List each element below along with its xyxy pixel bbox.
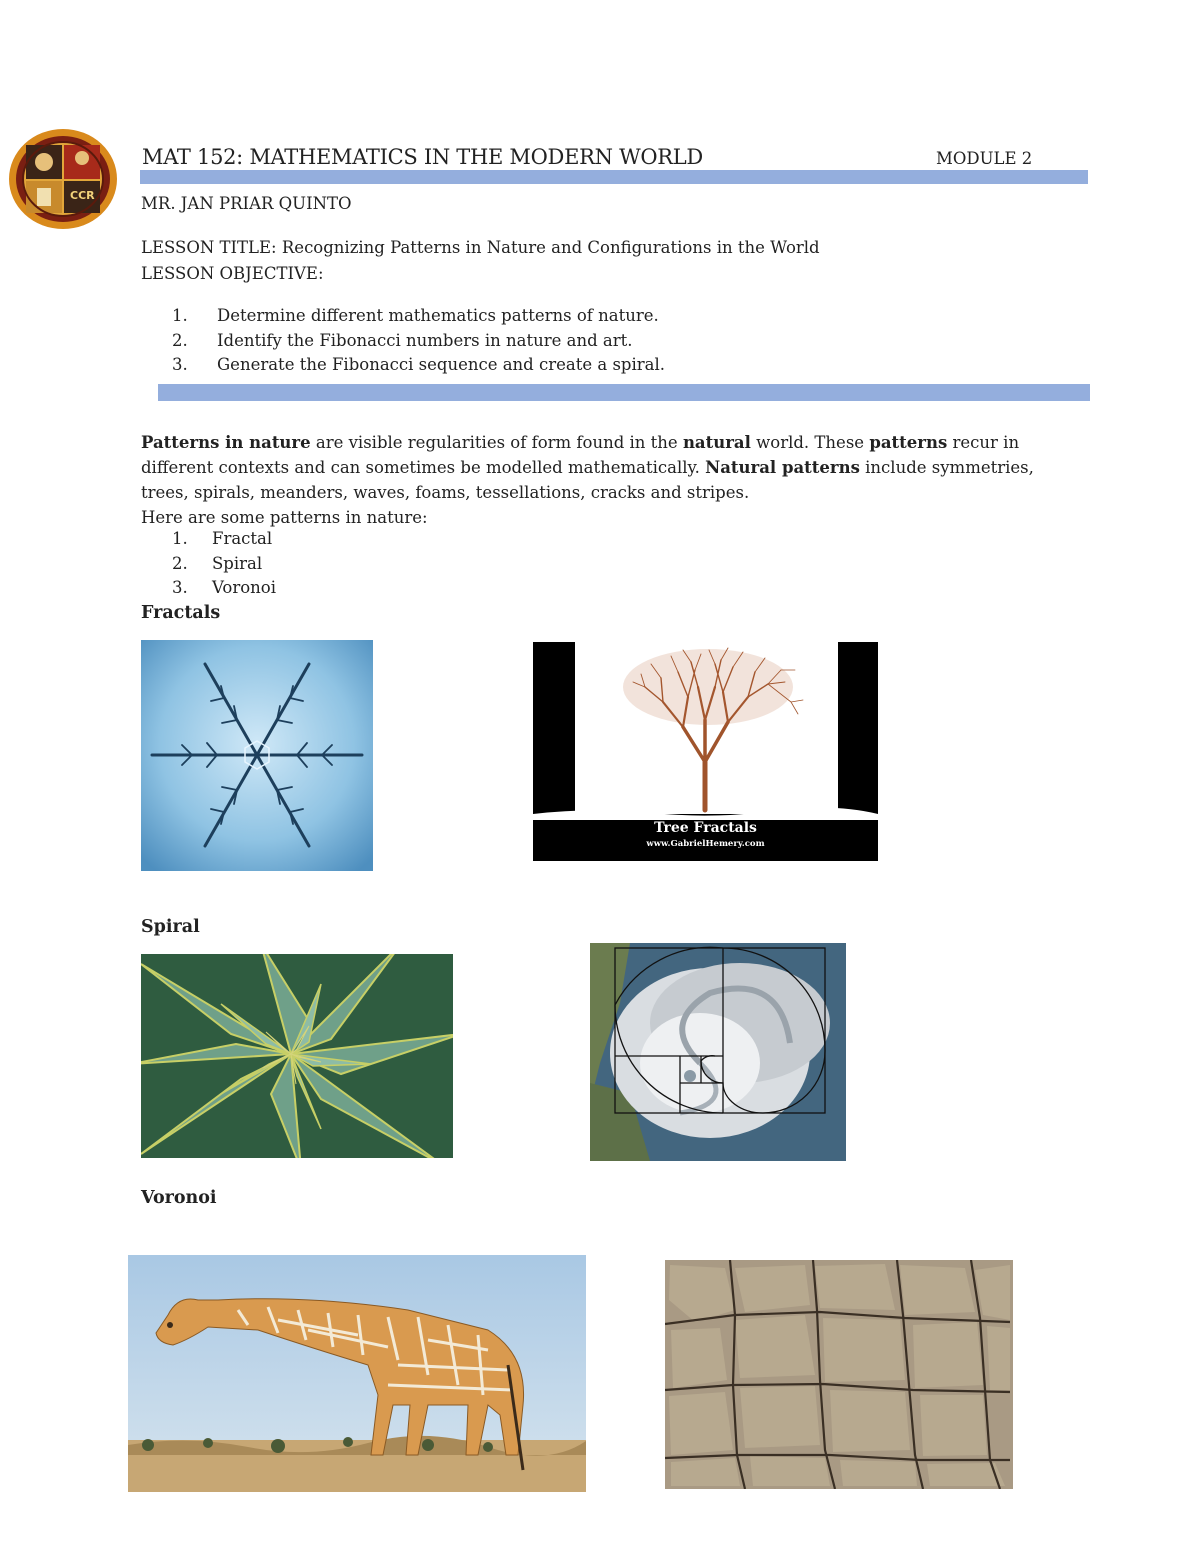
list-item bbox=[172, 331, 665, 356]
list-text: Determine different mathematics patterns of nature. bbox=[217, 306, 659, 325]
list-item bbox=[172, 306, 665, 331]
list-number: 3. bbox=[172, 578, 188, 597]
section-heading-fractals: Fractals bbox=[141, 603, 221, 623]
list-text: Fractal bbox=[212, 529, 273, 548]
lesson-title-text: Recognizing Patterns in Nature and Configurations in the World bbox=[281, 238, 820, 257]
list-item bbox=[172, 529, 276, 554]
list-number: 1. bbox=[172, 306, 188, 325]
intro-text: Patterns in nature are visible regularities of form found in the natural world. These patterns recur in different contexts and can sometimes be modelled mathematically. Natural patterns include symmetries, trees, spirals, meanders, waves, foams, tessellations, cracks and stripes. bbox=[141, 433, 1034, 502]
school-logo bbox=[8, 128, 118, 230]
module-label: MODULE 2 bbox=[936, 149, 1033, 168]
instructor-name: MR. JAN PRIAR QUINTO bbox=[141, 194, 352, 213]
list-item bbox=[172, 578, 276, 603]
lesson-title-label: LESSON TITLE: bbox=[141, 238, 277, 257]
list-text: Generate the Fibonacci sequence and create a spiral. bbox=[217, 355, 665, 374]
tree-fractal-image bbox=[533, 642, 878, 861]
list-number: 3. bbox=[172, 355, 188, 374]
list-text: Spiral bbox=[212, 553, 263, 573]
section-heading-spiral: Spiral bbox=[141, 917, 200, 937]
tree-fractals-caption: Tree Fractals bbox=[654, 820, 757, 836]
svg-text:CCR: CCR bbox=[70, 189, 95, 202]
giraffe-image bbox=[128, 1255, 586, 1492]
objectives-list bbox=[172, 306, 665, 380]
header-divider-bar bbox=[140, 170, 1088, 184]
tree-fractals-url: www.GabrielHemery.com bbox=[646, 839, 765, 849]
patterns-list bbox=[172, 529, 276, 603]
list-text: Identify the Fibonacci numbers in nature and art. bbox=[217, 330, 633, 350]
list-number: 1. bbox=[172, 529, 188, 548]
spiral-aloe-image bbox=[141, 954, 453, 1158]
intro-lead: Here are some patterns in nature: bbox=[141, 508, 428, 527]
list-number: 2. bbox=[172, 330, 188, 350]
lesson-objective-label: LESSON OBJECTIVE: bbox=[141, 264, 324, 283]
list-item bbox=[172, 355, 665, 380]
list-item bbox=[172, 554, 276, 579]
section-heading-voronoi: Voronoi bbox=[141, 1188, 217, 1208]
objectives-divider-bar bbox=[158, 384, 1090, 401]
list-number: 2. bbox=[172, 553, 188, 573]
lesson-title bbox=[141, 238, 820, 257]
list-text: Voronoi bbox=[212, 578, 276, 597]
course-title: MAT 152: MATHEMATICS IN THE MODERN WORLD bbox=[142, 145, 703, 169]
hurricane-golden-spiral-image bbox=[590, 943, 846, 1161]
snowflake-image bbox=[141, 640, 373, 871]
intro-paragraph bbox=[141, 430, 1071, 530]
cracked-mud-image bbox=[665, 1260, 1013, 1489]
